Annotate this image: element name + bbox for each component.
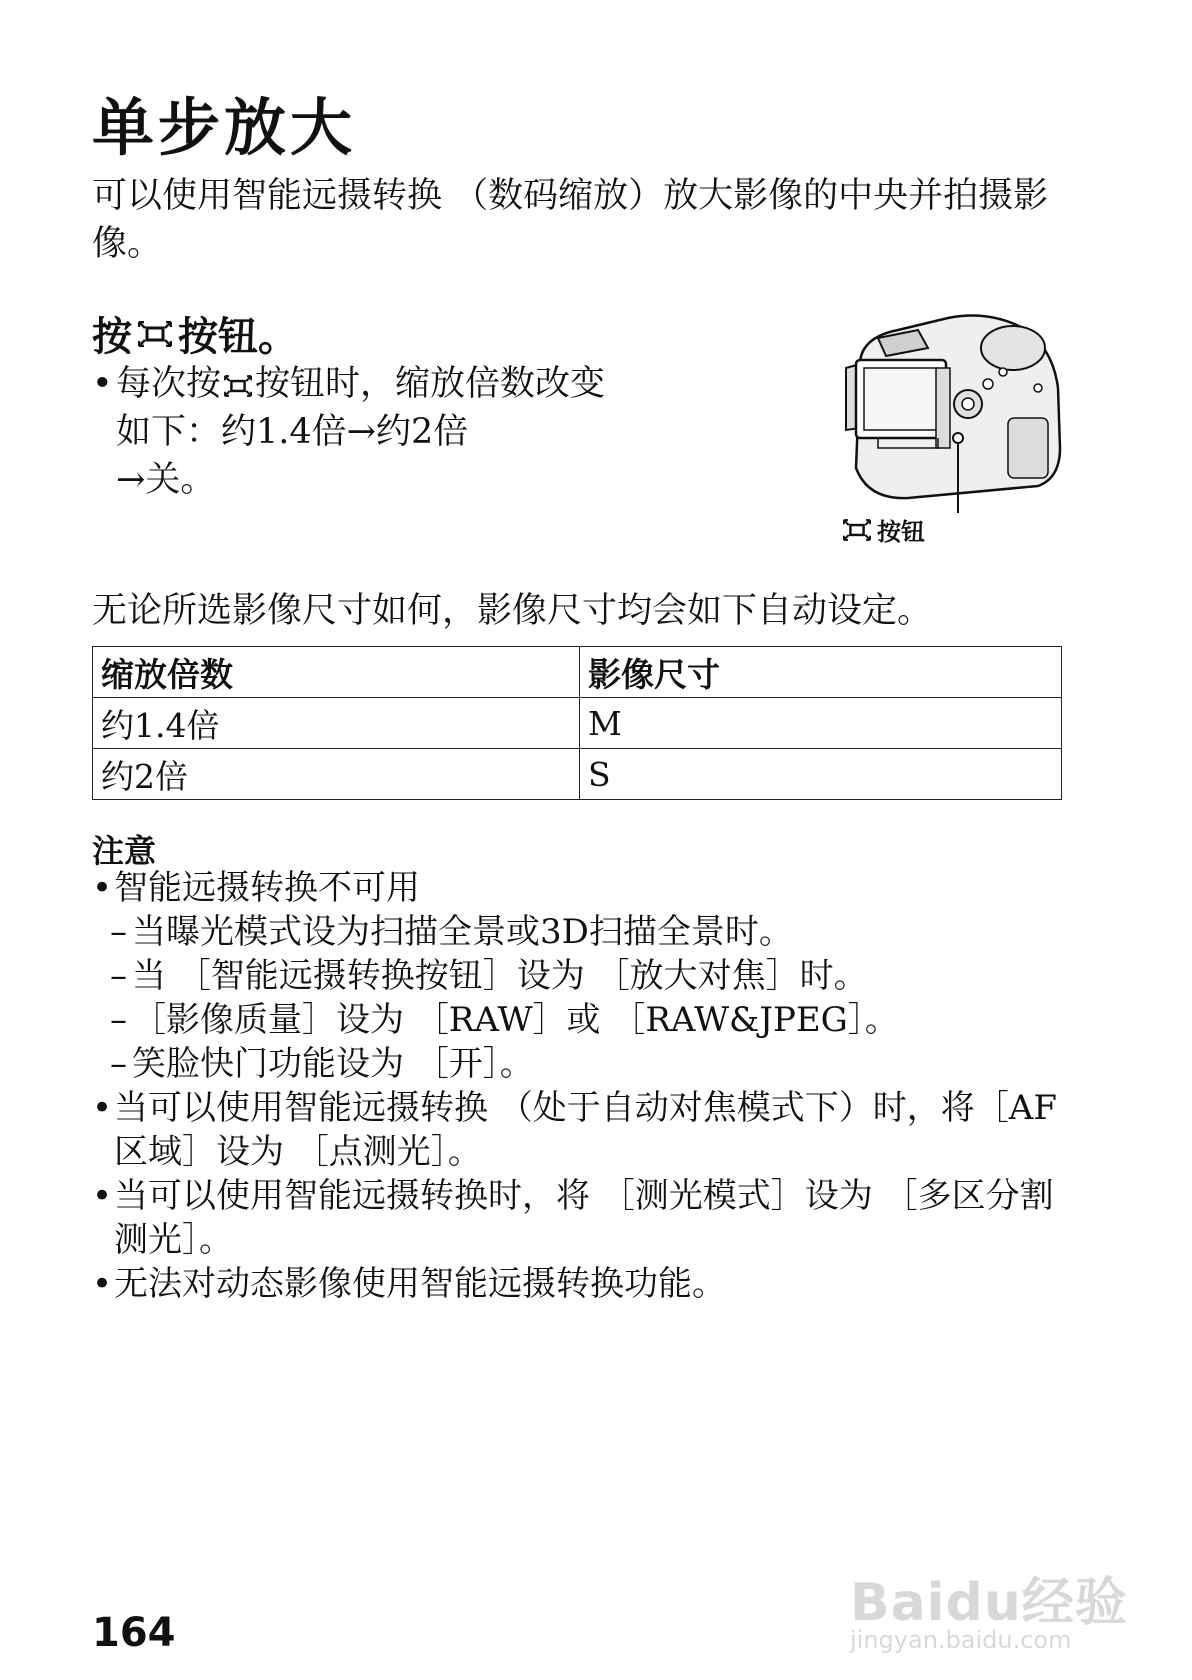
camera-illustration <box>838 308 1064 548</box>
list-subitem <box>92 998 1072 1042</box>
smart-zoom-icon <box>138 321 172 347</box>
note-text: 无法对动态影像使用智能远摄转换功能。 <box>114 1264 726 1304</box>
list-item <box>92 1174 1072 1262</box>
table-header-cell: 缩放倍数 <box>93 647 580 698</box>
list-subitem <box>92 954 1072 998</box>
arrow-icon: → <box>116 460 146 500</box>
bullet-mark: • <box>92 868 113 908</box>
table-cell: 约2倍 <box>93 749 580 800</box>
desc-part-a: 每次按 <box>116 364 222 404</box>
table-row <box>93 698 1062 749</box>
page-title: 单步放大 <box>92 91 357 164</box>
note-subtext: 当 ［智能远摄转换按钮］设为 ［放大对焦］时。 <box>132 956 868 996</box>
page-number: 164 <box>92 1610 176 1656</box>
table-header-row <box>93 647 1062 698</box>
list-item <box>92 1086 1072 1174</box>
step-description <box>92 360 632 504</box>
list-subitem <box>92 910 1072 954</box>
desc-part-d: 关。 <box>145 460 216 500</box>
bullet-mark: • <box>92 1088 113 1128</box>
camera-caption: 按钮 <box>877 518 925 546</box>
watermark-brand: Baidu经验 <box>850 1573 1128 1633</box>
dash-mark: – <box>110 1000 127 1040</box>
step-heading <box>92 305 298 362</box>
note-subtext: 当曝光模式设为扫描全景或3D扫描全景时。 <box>132 912 793 952</box>
desc-part-b: 按钮时，缩放倍数改变如下：约1.4倍 <box>116 364 606 452</box>
table-row <box>93 749 1062 800</box>
step-suffix: 按钮。 <box>178 314 298 360</box>
bullet-mark: • <box>92 1176 113 1216</box>
notes-list <box>92 866 1072 1306</box>
intro-paragraph: 可以使用智能远摄转换 （数码缩放）放大影像的中央并拍摄影像。 <box>92 176 1049 264</box>
bullet-mark: • <box>92 1264 113 1304</box>
auto-setting-note: 无论所选影像尺寸如何，影像尺寸均会如下自动设定。 <box>92 591 933 631</box>
step-prefix: 按 <box>92 314 132 360</box>
note-text: 当可以使用智能远摄转换 （处于自动对焦模式下）时，将［AF区域］设为 ［点测光］。 <box>114 1088 1057 1172</box>
arrow-icon: → <box>346 412 376 452</box>
zoom-size-table <box>92 646 1062 800</box>
list-item <box>92 1262 1072 1306</box>
list-subitem <box>92 1042 1072 1086</box>
watermark-url: jingyan.baidu.com <box>850 1626 1072 1654</box>
table-cell: M <box>580 698 1062 749</box>
list-item <box>92 866 1072 910</box>
bullet-mark: • <box>92 364 113 404</box>
smart-zoom-icon <box>843 519 871 541</box>
table-cell: S <box>580 749 1062 800</box>
notes-heading: 注意 <box>92 832 157 870</box>
note-text: 当可以使用智能远摄转换时，将 ［测光模式］设为 ［多区分割测光］。 <box>114 1176 1054 1260</box>
dash-mark: – <box>110 912 127 952</box>
table-header-cell: 影像尺寸 <box>580 647 1062 698</box>
note-text: 智能远摄转换不可用 <box>114 868 420 908</box>
table-cell: 约1.4倍 <box>93 698 580 749</box>
note-subtext: 笑脸快门功能设为 ［开］。 <box>132 1044 534 1084</box>
smart-zoom-icon-inline <box>224 375 252 397</box>
watermark <box>850 1546 1150 1656</box>
step-description-text <box>116 360 632 504</box>
note-subtext: ［影像质量］设为 ［RAW］或 ［RAW&JPEG］。 <box>132 1000 899 1040</box>
camera-callout-label <box>877 512 925 547</box>
desc-part-c: 约2倍 <box>376 412 469 452</box>
dash-mark: – <box>110 956 127 996</box>
dash-mark: – <box>110 1044 127 1084</box>
